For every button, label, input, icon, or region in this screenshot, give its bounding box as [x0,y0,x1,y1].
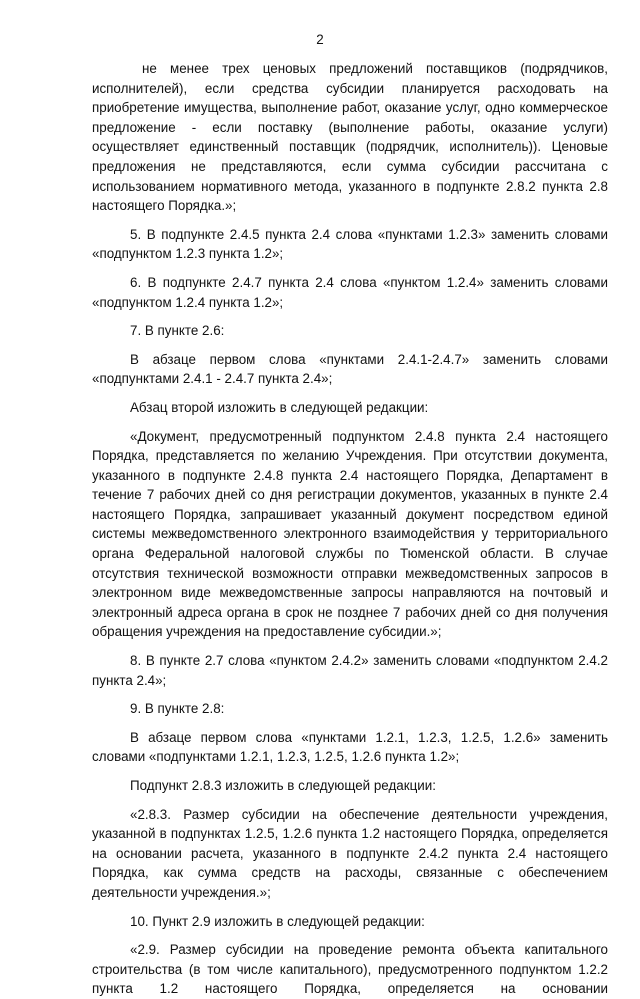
paragraph: Абзац второй изложить в следующей редакции: [130,399,429,415]
paragraph: В абзаце первом слова «пунктами 2.4.1-2.4.7» заменить словами «подпунктами 2.4.1 - 2.4.7 пункта 2.4»; [92,351,608,387]
paragraph: не менее трех ценовых предложений поставщиков (подрядчиков, исполнителей), если средства субсидии планируется расходовать на приобретение имущества, выполнение работ, оказание услуг, одно коммерческое предложение - если поставку (выполнение работы, оказание услуги) осуществляет единственный поставщик (подрядчик, исполнитель)). Ценовые предложения не представляются, если сумма субсидии рассчитана с использованием нормативного метода, указанного в подпункте 2.8.2 пункта 2.8 настоящего Порядка.»; [92,61,608,214]
paragraph: 6. В подпункте 2.4.7 пункта 2.4 слова «пунктом 1.2.4» заменить словами «подпунктом 1.2.4 пункта 1.2»; [92,274,608,310]
paragraph: «Документ, предусмотренный подпунктом 2.4.8 пункта 2.4 настоящего Порядка, представляется по желанию Учреждения. При отсутствии документа, указанного в подпункте 2.4.8 пункта 2.4 настоящего Порядка, Департамент в течение 7 рабочих дней со дня регистрации документов, указанных в пункте 2.4 настоящего Порядка, запрашивает указанный документ посредством единой системы межведомственного электронного взаимодействия у территориального органа Федеральной налоговой службы по Тюменской области. В случае отсутствия технической возможности отправки межведомственных запросов в электронном виде межведомственные запросы направляются на почтовый и электронный адреса органа в срок не позднее 7 рабочих дней со дня получения обращения учреждения на предоставление субсидии.»; [92,428,608,640]
page-number: 2 [316,32,324,47]
paragraph: 5. В подпункте 2.4.5 пункта 2.4 слова «пунктами 1.2.3» заменить словами «подпунктом 1.2.3 пункта 1.2»; [92,226,608,262]
paragraph: «2.9. Размер субсидии на проведение ремонта объекта капитального строительства (в том числе капитального), предусмотренного подпунктом 1.2.2 пункта 1.2 настоящего Порядка, определяется на основании [92,942,608,997]
document-body [92,59,608,999]
paragraph: Подпункт 2.8.3 изложить в следующей редакции: [130,778,436,793]
paragraph: В абзаце первом слова «пунктами 1.2.1, 1.2.3, 1.2.5, 1.2.6» заменить словами «подпунктами 1.2.1, 1.2.3, 1.2.5, 1.2.6 пункта 1.2»; [92,729,608,765]
paragraph: 10. Пункт 2.9 изложить в следующей редакции: [130,913,425,929]
paragraph: «2.8.3. Размер субсидии на обеспечение деятельности учреждения, указанной в подпунктах 1.2.5, 1.2.6 пункта 1.2 настоящего Порядка, определяется на основании расчета, указанного в подпункте 2.4.2 пункта 2.4 настоящего Порядка, как сумма средств на расходы, связанные с обеспечением деятельности учреждения.»; [92,806,608,900]
paragraph: 7. В пункте 2.6: [130,323,225,339]
paragraph: 9. В пункте 2.8: [130,701,225,717]
paragraph: 8. В пункте 2.7 слова «пунктом 2.4.2» заменить словами «подпунктом 2.4.2 пункта 2.4»; [92,653,608,688]
